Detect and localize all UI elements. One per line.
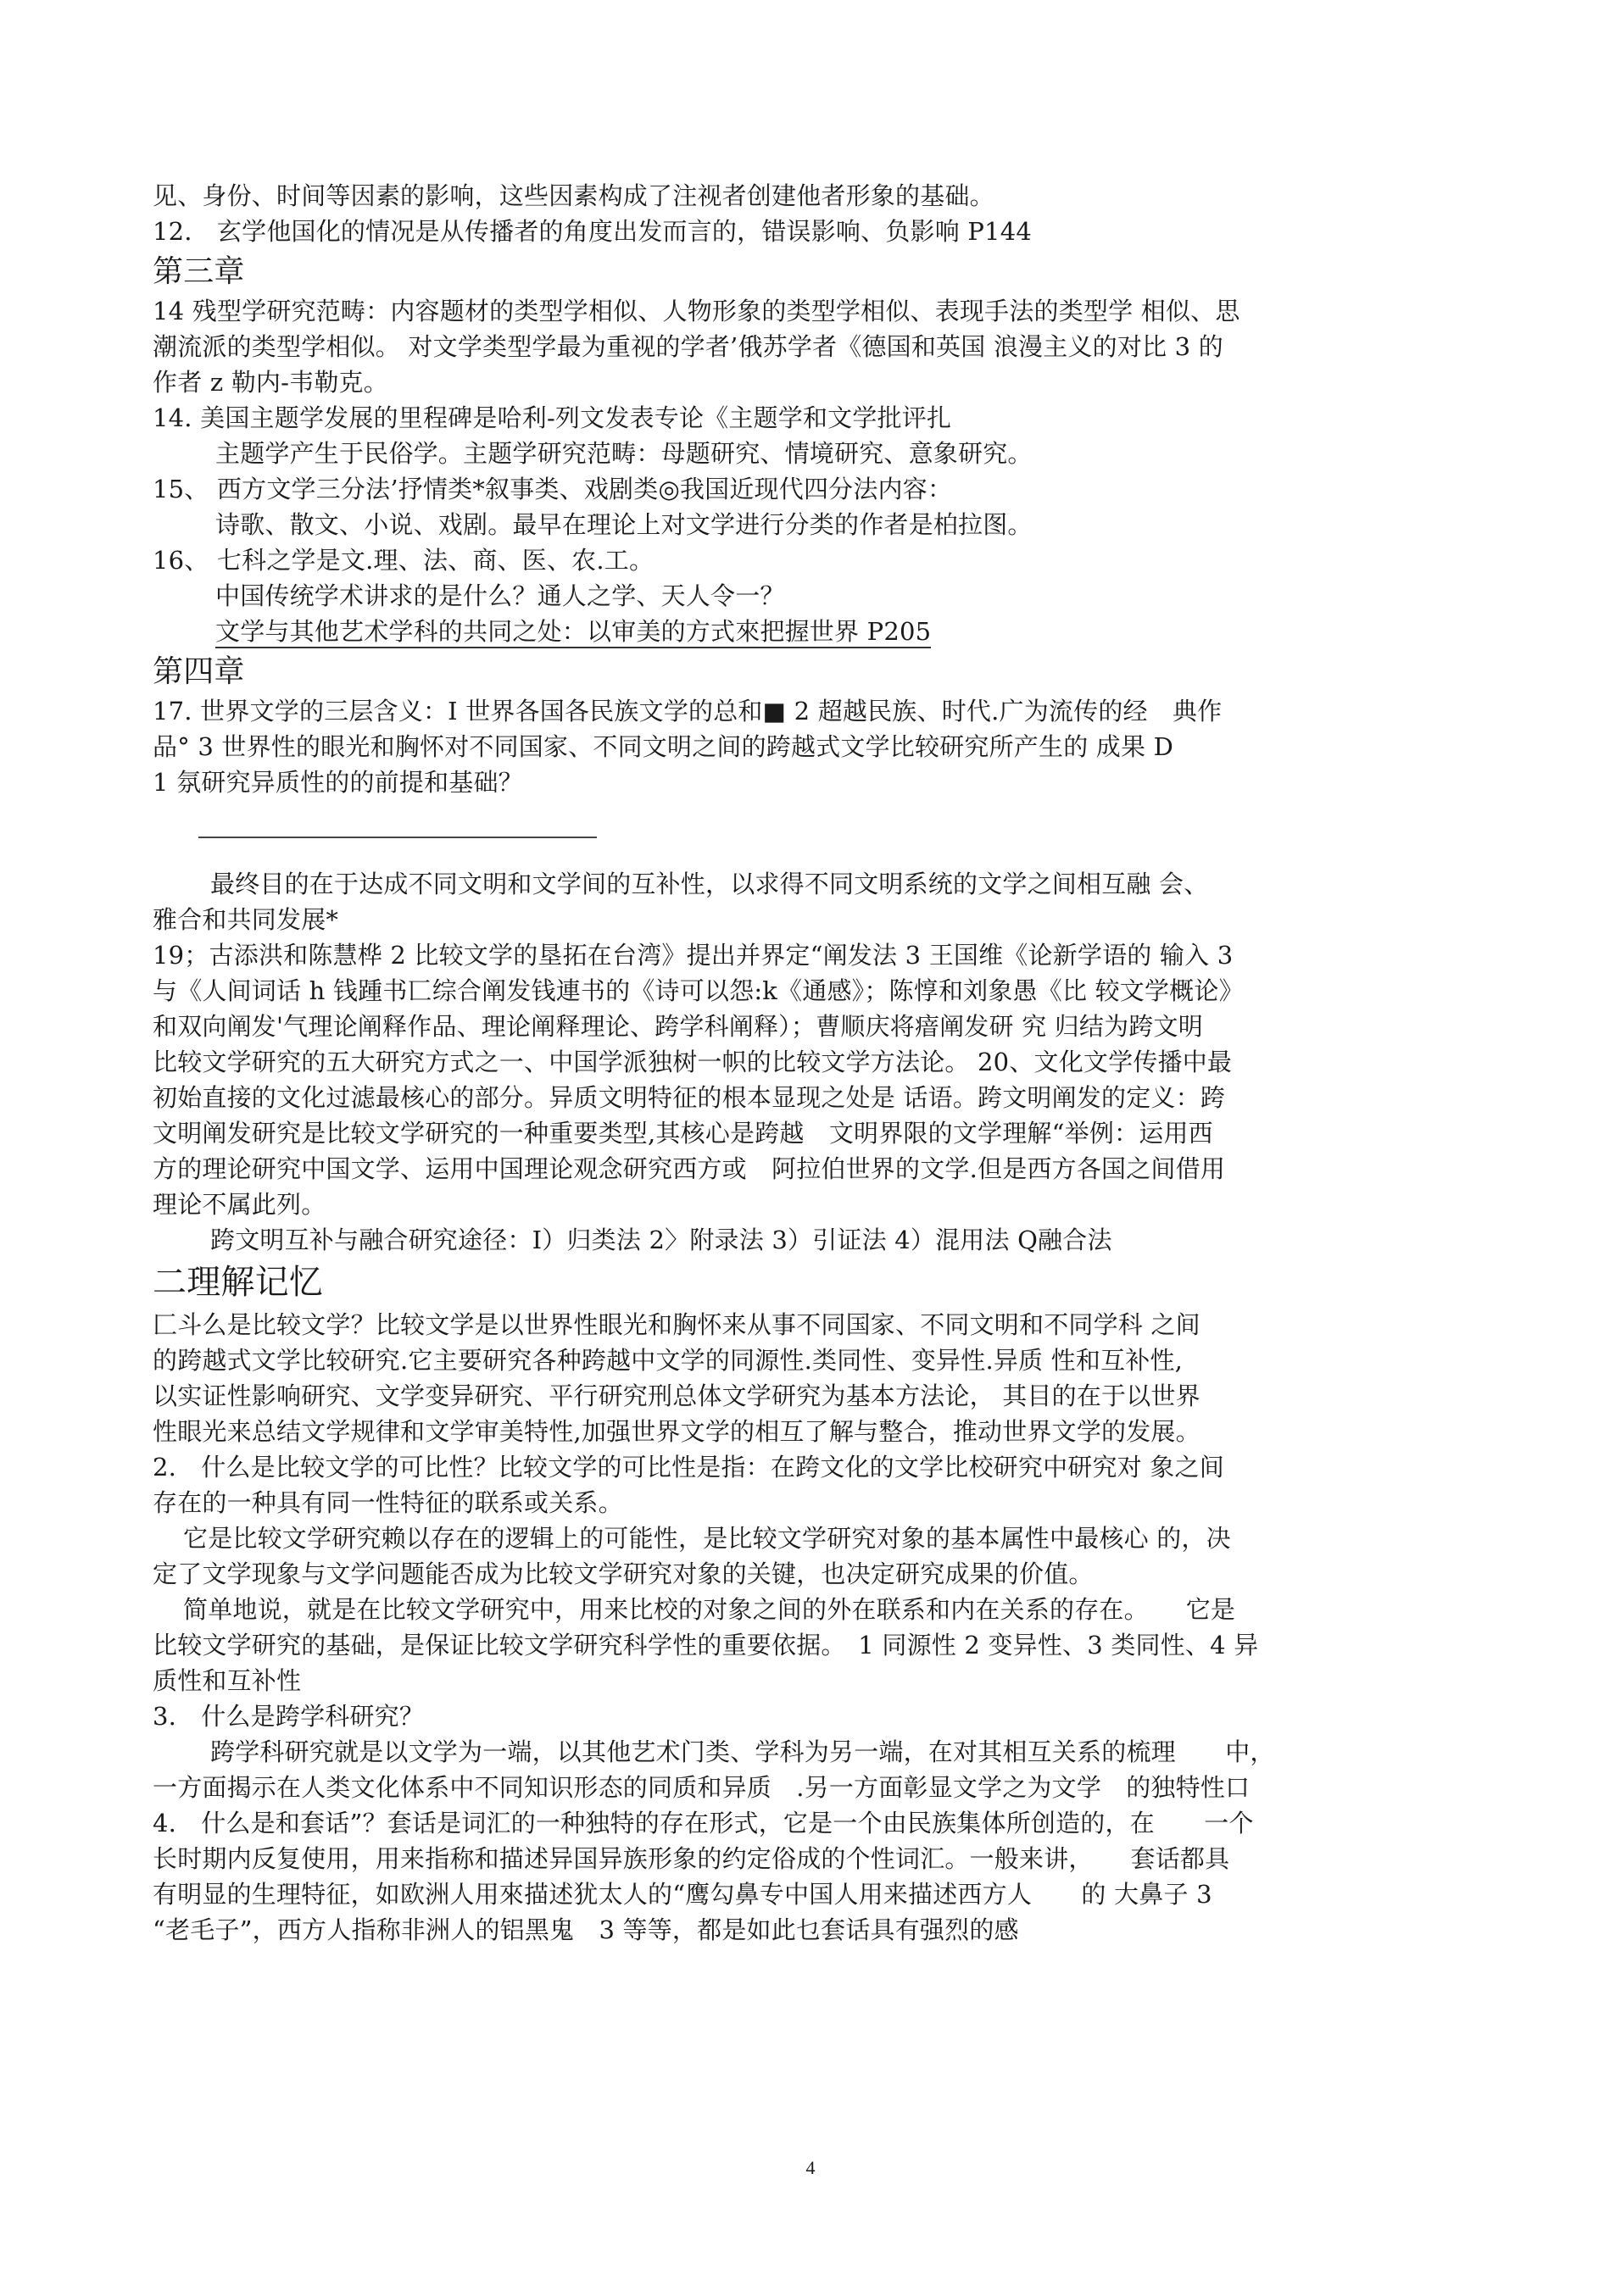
text-line: 与《人间词话 h 钱踵书匸综合阐发钱連书的《诗可以怨:k《通感》；陈惇和刘象愚《比 较文学概论》 [153,976,1244,1005]
text-line: 主题学产生于民俗学。主题学研究范畴：母题研究、情境研究、意象研究。 [215,439,1033,468]
chapter-heading-3: 第三章 [153,254,245,289]
chapter-heading-4: 第四章 [153,654,245,689]
text-line: 12. 玄学他国化的情况是从传播者的角度出发而言的，错误影响、负影响 P144 [153,217,1033,246]
spacer [153,800,1475,866]
text-line: 一方面揭示在人类文化体系中不同知识形态的同质和异质 .另一方面彰显文学之为文学 的独特性口 [153,1773,1251,1802]
text-line: 有明显的生理特征，如欧洲人用來描述犹太人的“鹰勾鼻专中国人用来描述西方人 的 大鼻子 3 [153,1880,1212,1909]
text-line: “老毛子”，西方人指称非洲人的铝黑鬼 3 等等，都是如此乜套话具有强烈的感 [153,1915,1019,1944]
text-line: 跨文明互补与融合研究途径：I）归类法 2〉附录法 3）引证法 4）混用法 Q融合法 [210,1226,1112,1254]
text-line: 中国传统学术讲求的是什么？通人之学、天人令一？ [215,581,785,610]
text-line: 最终目的在于达成不同文明和文学间的互补性，以求得不同文明系统的文学之间相互融 会、 [210,870,1209,898]
text-line: 以实证性影响研究、文学变异研究、平行研究刑总体文学研究为基本方法论， 其目的在于以世界 [153,1381,1200,1410]
text-line: 和双向阐发'气理论阐释作品、理论阐释理论、跨学科阐释）；曹顺庆将瘖阐发研 究 归结为跨文明 [153,1012,1203,1041]
text-line: 潮流派的类型学相似。 对文学类型学最为重视的学者’俄苏学者《德国和英国 浪漫主义的对比 3 的 [153,332,1223,361]
text-line: 存在的一种具有同一性特征的联系或关系。 [153,1488,623,1517]
text-line: 初始直接的文化过滤最核心的部分。异质文明特征的根本显现之处是 话语。跨文明阐发的定义：跨 [153,1083,1226,1112]
text-line: 诗歌、散文、小说、戏剧。最早在理论上对文学进行分类的作者是柏拉图。 [215,510,1033,539]
text-line: 质性和互补性 [153,1666,302,1695]
text-line: 它是比较文学研究赖以存在的逻辑上的可能性，是比较文学研究对象的基本属性中最核心 的，决 [183,1524,1231,1553]
text-line: 16、 七科之学是文.理、法、商、医、农.工。 [153,546,655,575]
text-line: 比较文学研究的五大研究方式之一、中国学派独树一帜的比较文学方法论。 20、文化文学传播中最 [153,1048,1233,1076]
text-line: 理论不属此列。 [153,1190,326,1219]
text-line: 14. 美国主题学发展的里程碑是哈利-列文发表专论《主题学和文学批评扎 [153,403,952,432]
text-line: 3. 什么是跨学科研究？ [153,1702,425,1731]
text-line: 作者 z 勒内-韦勒克。 [153,368,388,397]
text-line: 4. 什么是和套话”？套话是词汇的一种独特的存在形式，它是一个由民族集体所创造的，在 一个 [153,1809,1254,1837]
text-line: 文明阐发研究是比较文学研究的一种重要类型,其核心是跨越 文明界限的文学理解“举例：运用西 [153,1119,1213,1148]
underlined-text: 文学与其他艺术学科的共同之处：以审美的方式來把握世界 P205 [215,616,931,648]
text-line: 17. 世界文学的三层含义：I 世界各国各民族文学的总和■ 2 超越民族、时代.广为流传的经 典作 [153,697,1223,725]
text-line: 定了文学现象与文学问题能否成为比较文学研究对象的关键，也决定研究成果的价值。 [153,1559,1094,1588]
text-line: 长时期内反复使用，用来指称和描述异国异族形象的约定俗成的个性词汇。一般来讲， 套话都具 [153,1844,1230,1873]
text-line: 2. 什么是比较文学的可比性？比较文学的可比性是指：在跨文化的文学比校研究中研究对 象之间 [153,1453,1224,1482]
text-line: 19；古添洪和陈慧桦 2 比较文学的垦拓在台湾》提出并界定“阐发法 3 王国维《论新学语的 输入 3 [153,941,1234,970]
divider-rule [198,837,597,838]
text-line: 匚斗么是比较文学？比较文学是以世界性眼光和胸怀来从事不同国家、不同文明和不同学科 之间 [153,1310,1200,1339]
text-line: 性眼光来总结文学规律和文学审美特性,加强世界文学的相互了解与整合，推动世界文学的发展。 [153,1417,1200,1446]
text-line: 雅合和共同发展* [153,905,339,934]
text-line: 方的理论研究中国文学、运用中国理论观念研究西方或 阿拉伯世界的文学.但是西方各国之间借用 [153,1154,1226,1183]
page-number: 4 [805,2157,816,2178]
document-body [153,178,1475,1948]
text-line: 简单地说，就是在比较文学研究中，用来比校的对象之间的外在联系和内在关系的存在。 它是 [183,1595,1236,1624]
text-line: 比较文学研究的基础，是保证比较文学研究科学性的重要依据。 1 同源性 2 变异性、3 类同性、4 异 [153,1631,1259,1659]
text-line: 14 残型学研究范畴：内容题材的类型学相似、人物形象的类型学相似、表现手法的类型学 相似、思 [153,297,1240,325]
section-heading: 二理解记忆 [153,1263,323,1302]
text-line: 的跨越式文学比较研究.它主要研究各种跨越中文学的同源性.类同性、变异性.异质 性和互补性, [153,1346,1184,1375]
text-line: 品° 3 世界性的眼光和胸怀对不同国家、不同文明之间的跨越式文学比较研究所产生的 成果 D [153,732,1174,761]
text-line: 见、身份、时间等因素的影响，这些因素构成了注视者创建他者形象的基础。 [153,181,994,210]
text-line: 1 氛研究异质性的的前提和基础？ [153,768,523,797]
text-line-underlined [153,614,1475,649]
text-line: 15、 西方文学三分法’抒情类*叙事类、戏剧类◎我国近现代四分法内容： [153,475,953,503]
text-line: 跨学科研究就是以文学为一端，以其他艺术门类、学科为另一端，在对其相互关系的梳理 中， [210,1737,1275,1766]
